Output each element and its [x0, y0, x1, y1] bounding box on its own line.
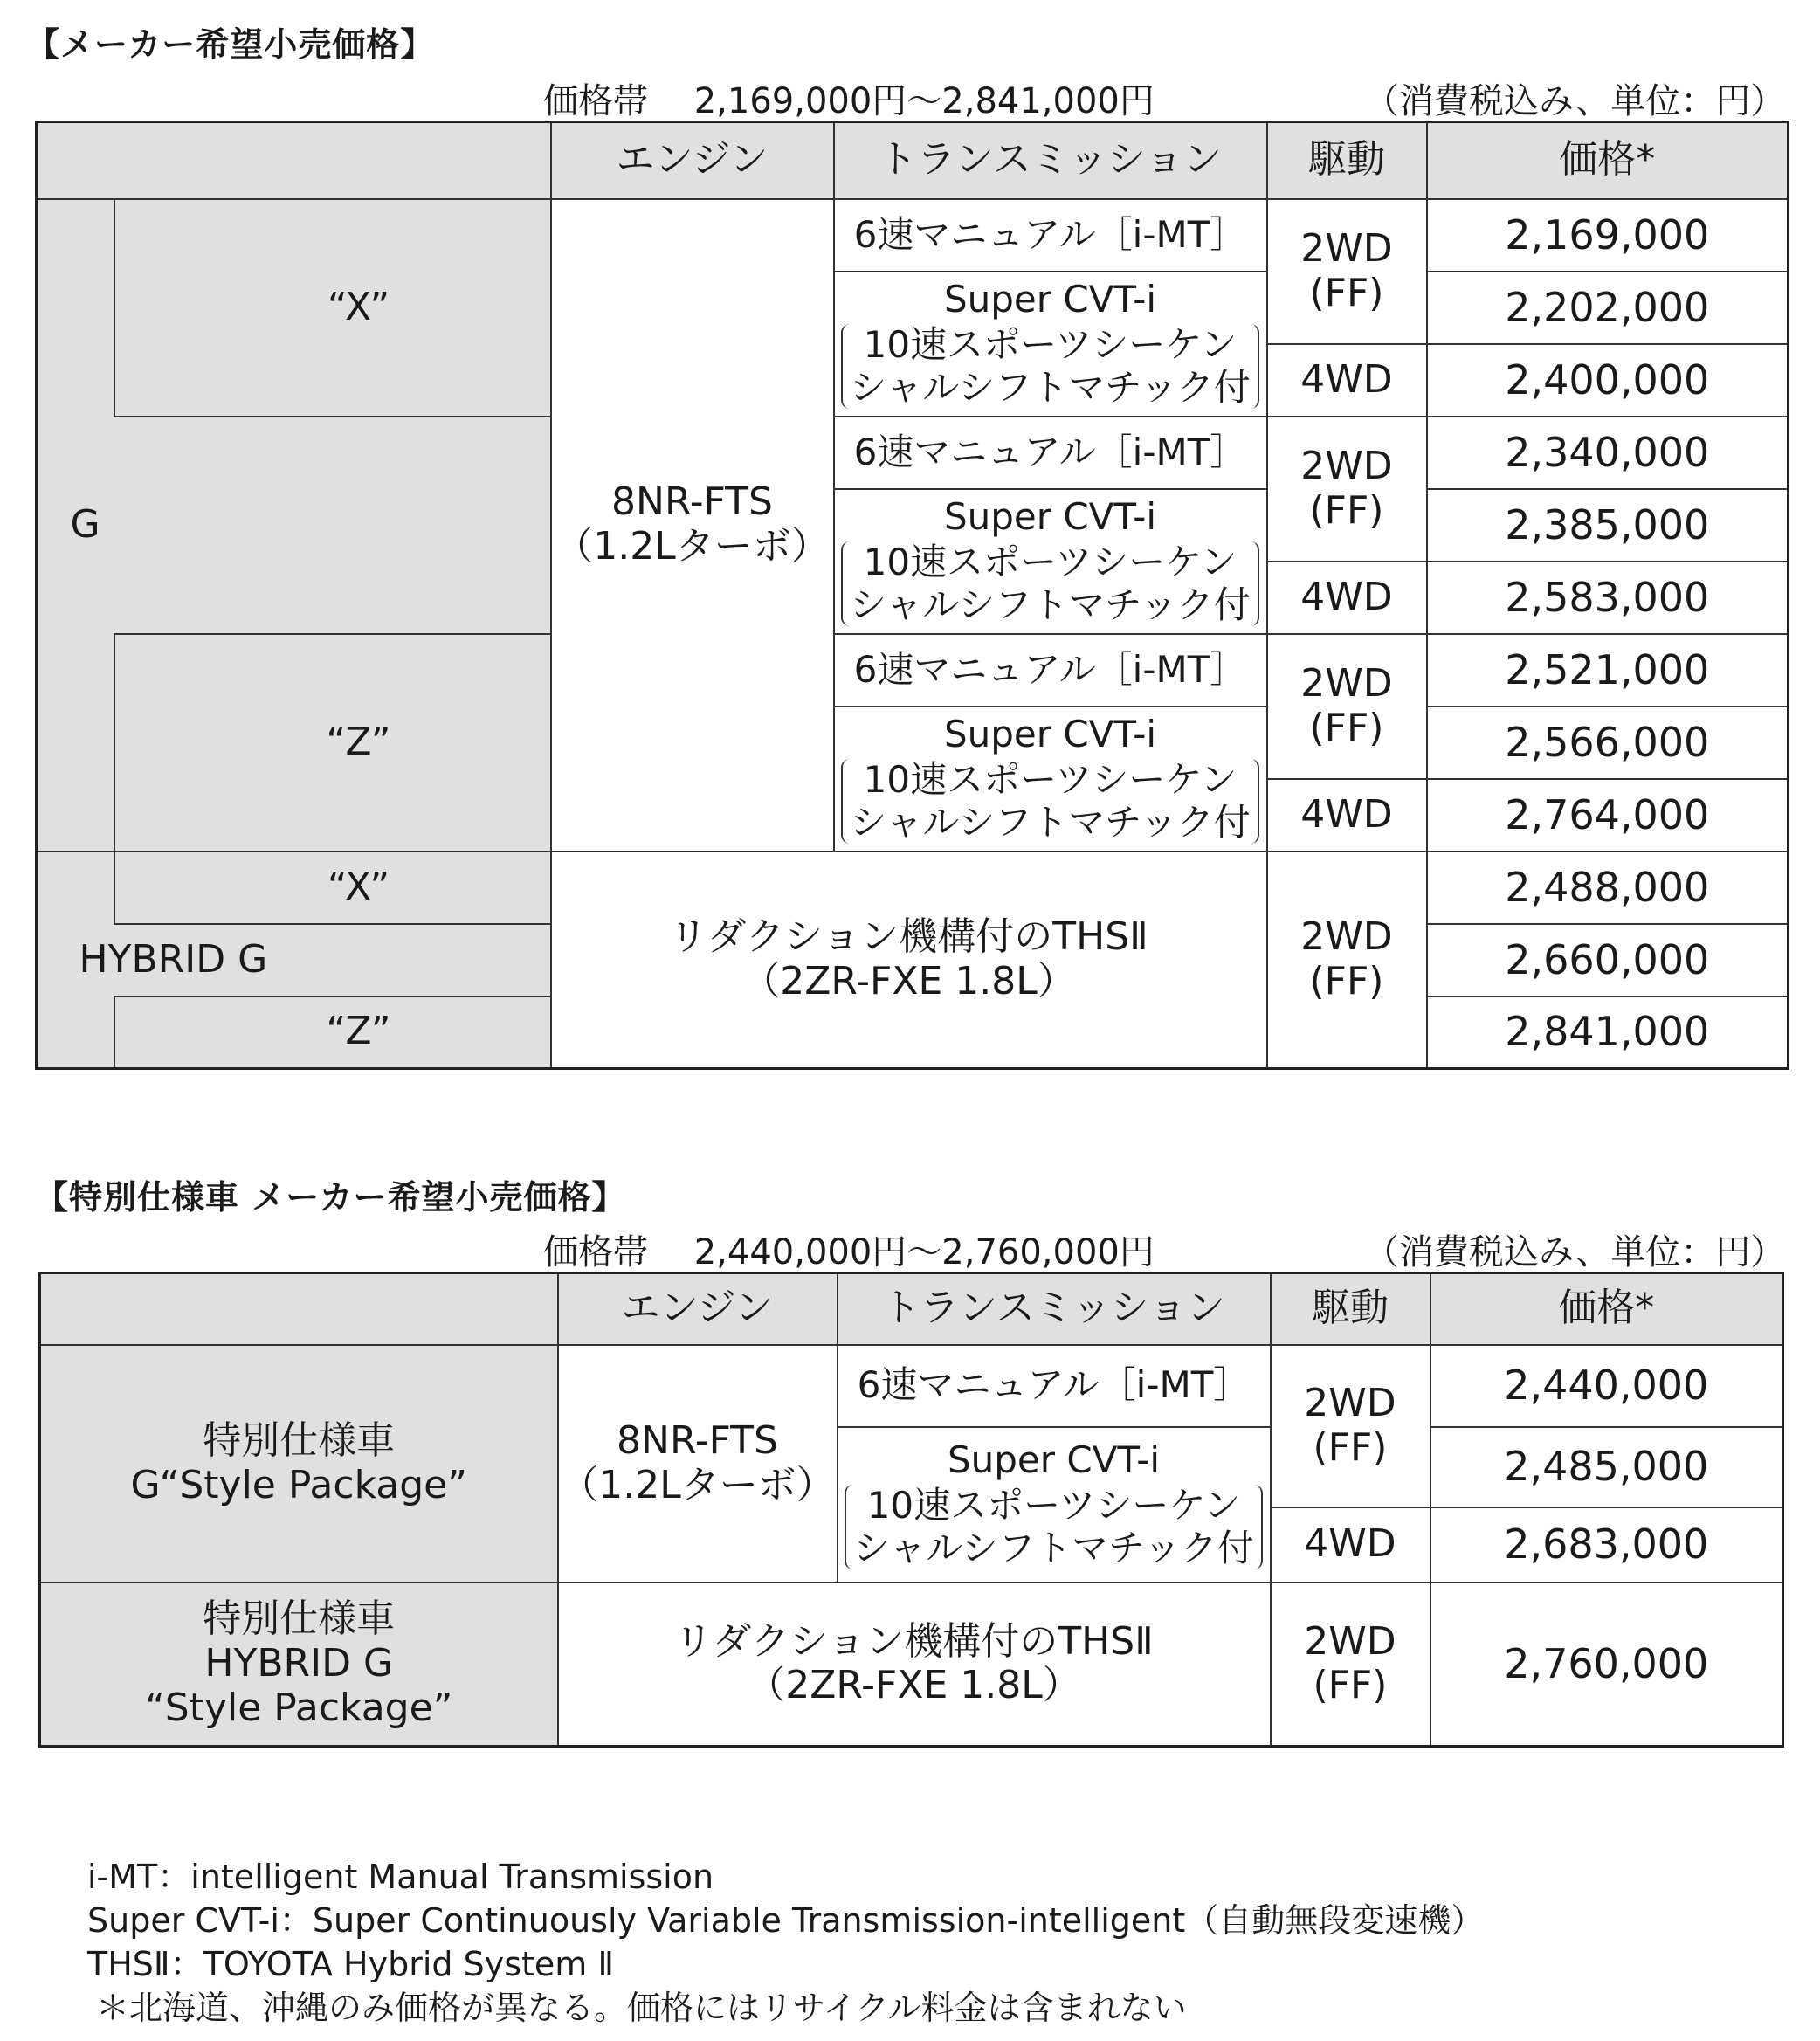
engine-gas-name: 8NR-FTS — [611, 479, 773, 525]
cvt-line-2: シャルシフトマチック付 — [853, 1526, 1254, 1569]
table-row — [37, 417, 1789, 489]
price-cell: 2,760,000 — [1430, 1582, 1783, 1747]
engine-hybrid — [551, 852, 1267, 1069]
section1-heading: 【メーカー希望小売価格】 — [26, 25, 435, 64]
cvt-line-1: 10速スポーツシーケン — [866, 1484, 1241, 1527]
header-drive: 駆動 — [1271, 1273, 1430, 1345]
trans-mt: 6速マニュアル［i-MT］ — [838, 1345, 1271, 1427]
price-cell: 2,660,000 — [1427, 924, 1789, 996]
price-cell: 2,485,000 — [1430, 1427, 1783, 1507]
drive-2wd — [1267, 199, 1427, 344]
drive-4wd: 4WD — [1267, 779, 1427, 852]
cvt-name: Super CVT-i — [943, 713, 1157, 756]
drive-ff-label: (FF) — [1313, 1424, 1388, 1470]
engine-hybrid-name: リダクション機構付のTHSⅡ — [674, 1618, 1154, 1664]
header-drive: 駆動 — [1267, 122, 1427, 199]
header-grade — [37, 122, 551, 199]
cvt-line-2: シャルシフトマチック付 — [850, 365, 1251, 409]
special-label: 特別仕様車 — [203, 1417, 396, 1463]
trans-cvt — [834, 272, 1267, 417]
drive-2wd-label: 2WD — [1300, 914, 1393, 960]
header-price: 価格* — [1427, 122, 1789, 199]
cvt-name: Super CVT-i — [947, 1438, 1161, 1482]
grade-z: “Z” — [114, 634, 551, 852]
hybrid-grade-label: HYBRID G — [79, 936, 268, 982]
engine-hybrid — [558, 1582, 1271, 1747]
header-transmission: トランスミッション — [834, 122, 1267, 199]
price-cell: 2,764,000 — [1427, 779, 1789, 852]
engine-hybrid-desc: （2ZR-FXE 1.8L） — [741, 958, 1076, 1003]
price-cell: 2,400,000 — [1427, 344, 1789, 417]
drive-ff-label: (FF) — [1309, 270, 1384, 315]
trans-mt: 6速マニュアル［i-MT］ — [834, 417, 1267, 489]
drive-ff-label: (FF) — [1313, 1663, 1388, 1708]
cvt-name: Super CVT-i — [943, 278, 1157, 321]
drive-2wd-label: 2WD — [1300, 443, 1393, 488]
drive-4wd: 4WD — [1271, 1507, 1430, 1582]
engine-gas — [558, 1345, 838, 1582]
drive-2wd — [1267, 634, 1427, 779]
drive-ff-label: (FF) — [1309, 705, 1384, 750]
price-cell: 2,521,000 — [1427, 634, 1789, 707]
engine-hybrid-name: リダクション機構付のTHSⅡ — [669, 914, 1148, 960]
cvt-line-1: 10速スポーツシーケン — [863, 758, 1237, 802]
price-cell: 2,841,000 — [1427, 996, 1789, 1069]
price-cell: 2,440,000 — [1430, 1345, 1783, 1427]
section2-tax-note: （消費税込み、単位：円） — [1364, 1232, 1786, 1272]
drive-ff-label: (FF) — [1309, 487, 1384, 533]
special-grade-hybrid — [40, 1582, 558, 1747]
footnote-imt: i-MT：intelligent Manual Transmission — [87, 1858, 714, 1896]
section1-price-range: 価格帯 2,169,000円～2,841,000円 — [543, 81, 1155, 121]
grade-g-label: G — [70, 501, 100, 547]
cvt-paren — [841, 541, 1259, 626]
trans-cvt — [834, 707, 1267, 852]
engine-gas — [551, 199, 834, 852]
trans-cvt — [834, 489, 1267, 634]
footnote-price-note: ＊北海道、沖縄のみ価格が異なる。価格にはリサイクル料金は含まれない — [96, 1989, 1187, 2027]
price-cell: 2,340,000 — [1427, 417, 1789, 489]
section2-price-range: 価格帯 2,440,000円～2,760,000円 — [543, 1232, 1155, 1272]
trans-cvt — [838, 1427, 1271, 1582]
price-cell: 2,202,000 — [1427, 272, 1789, 344]
table-row — [37, 199, 1789, 272]
engine-gas-desc: （1.2Lターボ） — [560, 1462, 835, 1507]
header-engine: エンジン — [551, 122, 834, 199]
cvt-name: Super CVT-i — [943, 495, 1157, 539]
engine-gas-desc: （1.2Lターボ） — [555, 524, 830, 569]
drive-2wd — [1267, 852, 1427, 1069]
drive-4wd: 4WD — [1267, 344, 1427, 417]
header-engine: エンジン — [558, 1273, 838, 1345]
header-grade — [40, 1273, 558, 1345]
drive-2wd — [1267, 417, 1427, 562]
drive-ff-label: (FF) — [1309, 958, 1384, 1003]
price-cell: 2,583,000 — [1427, 562, 1789, 634]
section2-heading: 【特別仕様車 メーカー希望小売価格】 — [35, 1178, 626, 1217]
price-cell: 2,566,000 — [1427, 707, 1789, 779]
style-package-label: “Style Package” — [145, 1685, 453, 1730]
trans-mt: 6速マニュアル［i-MT］ — [834, 634, 1267, 707]
price-cell: 2,488,000 — [1427, 852, 1789, 924]
footnote-cvt: Super CVT-i：Super Continuously Variable Transmission-intelligent（自動無段変速機） — [87, 1901, 1485, 1940]
engine-hybrid-desc: （2ZR-FXE 1.8L） — [747, 1663, 1081, 1708]
drive-2wd-label: 2WD — [1304, 1380, 1396, 1425]
hybrid-grade-z: “Z” — [114, 996, 551, 1069]
drive-2wd-label: 2WD — [1300, 225, 1393, 271]
price-table — [35, 121, 1789, 1070]
cvt-line-1: 10速スポーツシーケン — [863, 541, 1237, 584]
hybrid-grade-x: “X” — [114, 852, 551, 924]
header-transmission: トランスミッション — [838, 1273, 1271, 1345]
section1-tax-note: （消費税込み、単位：円） — [1364, 81, 1786, 121]
special-label: 特別仕様車 — [203, 1596, 396, 1642]
table-row — [37, 852, 1789, 924]
drive-2wd — [1271, 1345, 1430, 1507]
drive-4wd: 4WD — [1267, 562, 1427, 634]
table-row — [40, 1345, 1783, 1427]
grade-g — [70, 417, 551, 634]
style-package-label: G“Style Package” — [130, 1462, 468, 1507]
footnote-ths: THSⅡ：TOYOTA Hybrid System Ⅱ — [87, 1945, 615, 1983]
header-row — [37, 122, 1789, 199]
price-cell: 2,683,000 — [1430, 1507, 1783, 1582]
drive-2wd — [1271, 1582, 1430, 1747]
header-price: 価格* — [1430, 1273, 1783, 1345]
special-price-table — [38, 1272, 1784, 1748]
drive-2wd-label: 2WD — [1300, 660, 1393, 706]
engine-gas-name: 8NR-FTS — [617, 1417, 778, 1463]
cvt-line-2: シャルシフトマチック付 — [850, 800, 1251, 844]
cvt-paren — [845, 1485, 1263, 1569]
special-grade-g — [40, 1345, 558, 1582]
cvt-line-2: シャルシフトマチック付 — [850, 583, 1251, 626]
cvt-line-1: 10速スポーツシーケン — [863, 323, 1237, 367]
hybrid-grade-label: HYBRID G — [204, 1640, 394, 1686]
table-row — [37, 634, 1789, 707]
hybrid-grade — [79, 924, 551, 996]
grade-x: “X” — [114, 199, 551, 417]
cvt-paren — [841, 759, 1259, 844]
table-row — [40, 1582, 1783, 1747]
header-row — [40, 1273, 1783, 1345]
drive-2wd-label: 2WD — [1304, 1618, 1396, 1664]
price-cell: 2,169,000 — [1427, 199, 1789, 272]
trans-mt: 6速マニュアル［i-MT］ — [834, 199, 1267, 272]
price-cell: 2,385,000 — [1427, 489, 1789, 562]
cvt-paren — [841, 324, 1259, 409]
